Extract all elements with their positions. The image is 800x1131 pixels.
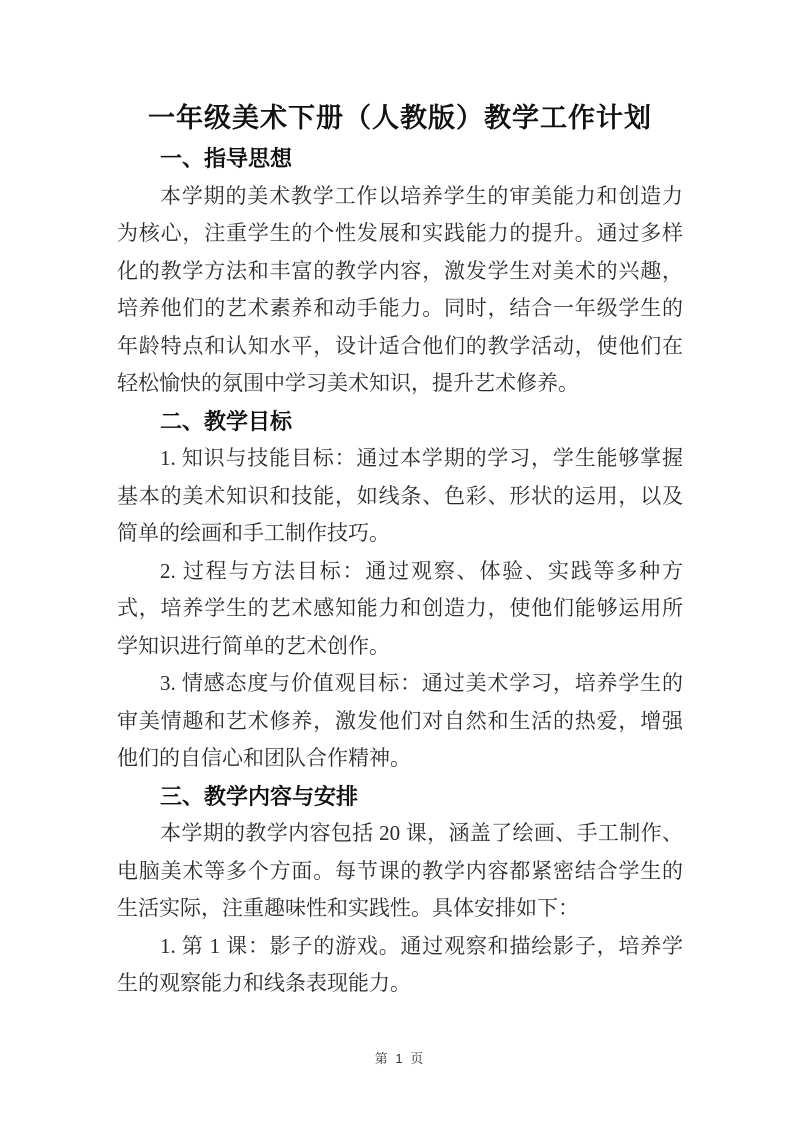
section-heading-teaching-goals: 二、教学目标: [160, 408, 293, 434]
paragraph: 1. 知识与技能目标：通过本学期的学习，学生能够掌握基本的美术知识和技能，如线条、色彩、形状的运用，以及简单的绘画和手工制作技巧。: [117, 446, 683, 545]
paragraph: 3. 情感态度与价值观目标：通过美术学习，培养学生的审美情趣和艺术修养，激发他们对自然和生活的热爱，增强他们的自信心和团队合作精神。: [117, 671, 683, 770]
page-number: 第 1 页: [374, 1051, 426, 1066]
paragraph: 本学期的美术教学工作以培养学生的审美能力和创造力为核心，注重学生的个性发展和实践能力的提升。通过多样化的教学方法和丰富的教学内容，激发学生对美术的兴趣，培养他们的艺术素养和动手能力。同时，结合一年级学生的年龄特点和认知水平，设计适合他们的教学活动，使他们在轻松愉快的氛围中学习美术知识，提升艺术修养。: [117, 183, 683, 395]
section-heading-guiding-ideology: 一、指导思想: [160, 146, 293, 171]
document-body: [117, 96, 683, 1003]
paragraph: 1. 第 1 课：影子的游戏。通过观察和描绘影子，培养学生的观察能力和线条表现能力。: [117, 933, 683, 995]
section-heading-teaching-content: 三、教学内容与安排: [160, 783, 359, 809]
paragraph: 本学期的教学内容包括 20 课，涵盖了绘画、手工制作、电脑美术等多个方面。每节课的教学内容都紧密结合学生的生活实际，注重趣味性和实践性。具体安排如下：: [117, 821, 683, 920]
paragraph: 2. 过程与方法目标：通过观察、体验、实践等多种方式，培养学生的艺术感知能力和创造力，使他们能够运用所学知识进行简单的艺术创作。: [117, 558, 683, 658]
document-title: 一年级美术下册（人教版）教学工作计划: [148, 103, 652, 133]
